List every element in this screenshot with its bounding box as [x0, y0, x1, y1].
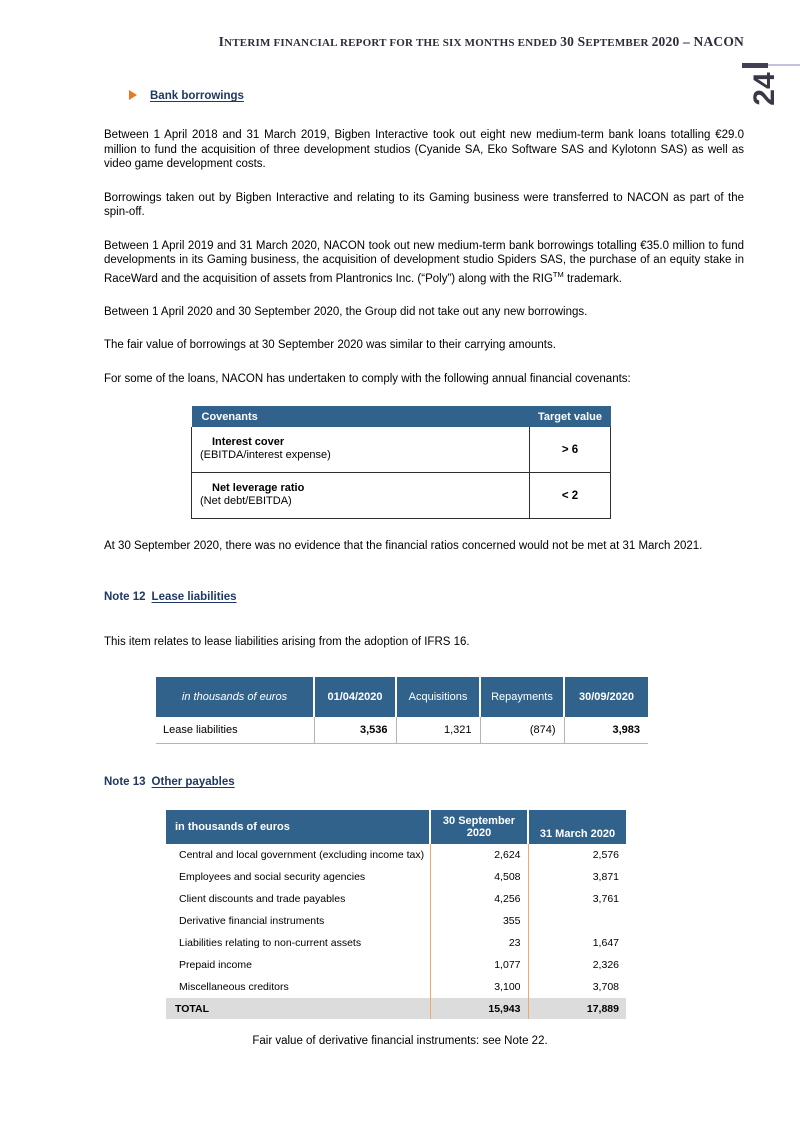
table-row [166, 888, 626, 910]
covenant-formula: (Net debt/EBITDA) [200, 495, 292, 507]
row-label-lease-liabilities: Lease liabilities [156, 717, 314, 744]
cell-current-period: 2,624 [430, 844, 528, 866]
cell-current-period: 355 [430, 910, 528, 932]
table-caption: Fair value of derivative financial instruments: see Note 22. [252, 1035, 548, 1047]
cell-current-period: 4,256 [430, 888, 528, 910]
cell-opening-balance: 3,536 [314, 717, 396, 744]
row-label: Employees and social security agencies [179, 871, 366, 883]
column-header-units: in thousands of euros [166, 810, 430, 844]
covenants-table [191, 406, 610, 519]
table-row [192, 473, 611, 519]
row-label: Client discounts and trade payables [179, 893, 346, 905]
covenant-name: Net leverage ratio [212, 482, 305, 494]
note-12-heading [104, 591, 237, 603]
covenant-target-net-leverage-ratio: < 2 [530, 473, 611, 519]
page-content [104, 86, 744, 405]
column-header-30-september-2020 [430, 810, 528, 844]
covenant-formula: (EBITDA/interest expense) [200, 449, 331, 461]
table-total-row [166, 998, 626, 1019]
page-number: 24 [748, 72, 781, 106]
table-header-row [166, 810, 626, 844]
total-current-period: 15,943 [430, 998, 528, 1019]
paragraph-1: Between 1 April 2018 and 31 March 2019, Bigben Interactive took out eight new medium-term bank loans totalling €29.0 million to fund the acquisition of three development studios (Cyanide SA, Eko Software SAS and Kylotonn SAS) as well as video game development costs. [104, 129, 744, 170]
paragraph-after-covenants-wrap [104, 539, 744, 573]
running-header-text: INTERIM FINANCIAL REPORT FOR THE SIX MONTHS ENDED 30 SEPTEMBER 2020 – NACON [218, 34, 744, 49]
cell-current-period: 23 [430, 932, 528, 954]
column-header-acquisitions: Acquisitions [396, 677, 480, 717]
subsection-heading-label: Bank borrowings [150, 90, 244, 102]
cell-prior-period: 3,708 [592, 981, 619, 993]
cell-closing-balance: 3,983 [564, 717, 648, 744]
note-12-number: Note 12 [104, 591, 146, 603]
paragraph-3-text-b: trademark. [563, 272, 622, 285]
paragraph-8: This item relates to lease liabilities arising from the adoption of IFRS 16. [104, 636, 470, 648]
row-label: Central and local government (excluding income tax) [179, 849, 425, 861]
column-header-units: in thousands of euros [156, 677, 314, 717]
page-folio [745, 70, 789, 118]
cell-repayments: (874) [480, 717, 564, 744]
cell-prior-period: 3,761 [592, 893, 619, 905]
cell-current-period: 3,100 [430, 976, 528, 998]
paragraph-4: Between 1 April 2020 and 30 September 2020, the Group did not take out any new borrowings. [104, 305, 588, 318]
table-header-row [156, 677, 648, 717]
paragraph-7: At 30 September 2020, there was no evidence that the financial ratios concerned would not be met at 31 March 2021. [104, 540, 703, 552]
table-row [166, 910, 626, 932]
table-row [166, 866, 626, 888]
cell-prior-period: 1,647 [592, 937, 619, 949]
covenant-target-interest-cover: > 6 [530, 427, 611, 473]
cell-acquisitions: 1,321 [396, 717, 480, 744]
table-row [166, 844, 626, 866]
row-label: Derivative financial instruments [179, 915, 325, 927]
table-row [156, 717, 648, 744]
cell-current-period: 1,077 [430, 954, 528, 976]
covenant-cell-net-leverage-ratio [192, 473, 530, 519]
cell-prior-period: 2,576 [592, 849, 619, 861]
row-label: Liabilities relating to non-current assets [179, 937, 362, 949]
table-row [166, 954, 626, 976]
row-label: Miscellaneous creditors [179, 981, 289, 993]
paragraph-5: The fair value of borrowings at 30 September 2020 was similar to their carrying amounts. [104, 339, 556, 352]
table-header-row [192, 406, 611, 427]
note-12-intro-wrap [104, 635, 744, 669]
column-header-repayments: Repayments [480, 677, 564, 717]
note-13-title: Other payables [151, 776, 235, 788]
covenant-name: Interest cover [212, 436, 285, 448]
note-13-number: Note 13 [104, 776, 146, 788]
covenant-cell-interest-cover [192, 427, 530, 473]
column-header-31-march-2020: 31 March 2020 [528, 810, 626, 844]
cell-prior-period: 3,871 [592, 871, 619, 883]
paragraph-2: Borrowings taken out by Bigben Interactive and relating to its Gaming business were transferred to NACON as part of the spin-off. [104, 191, 744, 218]
column-header-closing-date: 30/09/2020 [564, 677, 648, 717]
cell-prior-period: 2,326 [592, 959, 619, 971]
subsection-heading-bank-borrowings [104, 86, 744, 102]
column-header-line-1: 30 September [442, 814, 516, 827]
column-header-opening-date: 01/04/2020 [314, 677, 396, 717]
paragraph-3 [104, 239, 744, 286]
table-row [192, 427, 611, 473]
table-row [166, 932, 626, 954]
column-header-covenants: Covenants [192, 406, 530, 427]
table-row [166, 976, 626, 998]
trademark-superscript: TM [552, 269, 564, 279]
total-label: TOTAL [166, 998, 430, 1019]
column-header-target-value: Target value [530, 406, 611, 427]
note-13-heading [104, 776, 235, 788]
triangle-bullet-icon [129, 90, 137, 100]
note-12-title: Lease liabilities [151, 591, 237, 603]
paragraph-6: For some of the loans, NACON has undertaken to comply with the following annual financial covenants: [104, 372, 631, 385]
row-label: Prepaid income [179, 959, 252, 971]
running-header [0, 34, 744, 50]
paragraph-3-text-a: Between 1 April 2019 and 31 March 2020, NACON took out new medium-term bank borrowings totalling €35.0 million to fund developments in its Gaming business, the acquisition of development studio Spiders SAS, the purchase of an equity stake in RaceWard and the acquisition of assets from Plantronics Inc. (“Poly”) along with the RIG [104, 239, 744, 285]
lease-liabilities-table [156, 677, 648, 744]
cell-prior-period [528, 910, 626, 932]
column-header-line-2: 2020 [466, 827, 492, 839]
cell-current-period: 4,508 [430, 866, 528, 888]
other-payables-table [166, 810, 626, 1019]
total-prior-period: 17,889 [528, 998, 626, 1019]
